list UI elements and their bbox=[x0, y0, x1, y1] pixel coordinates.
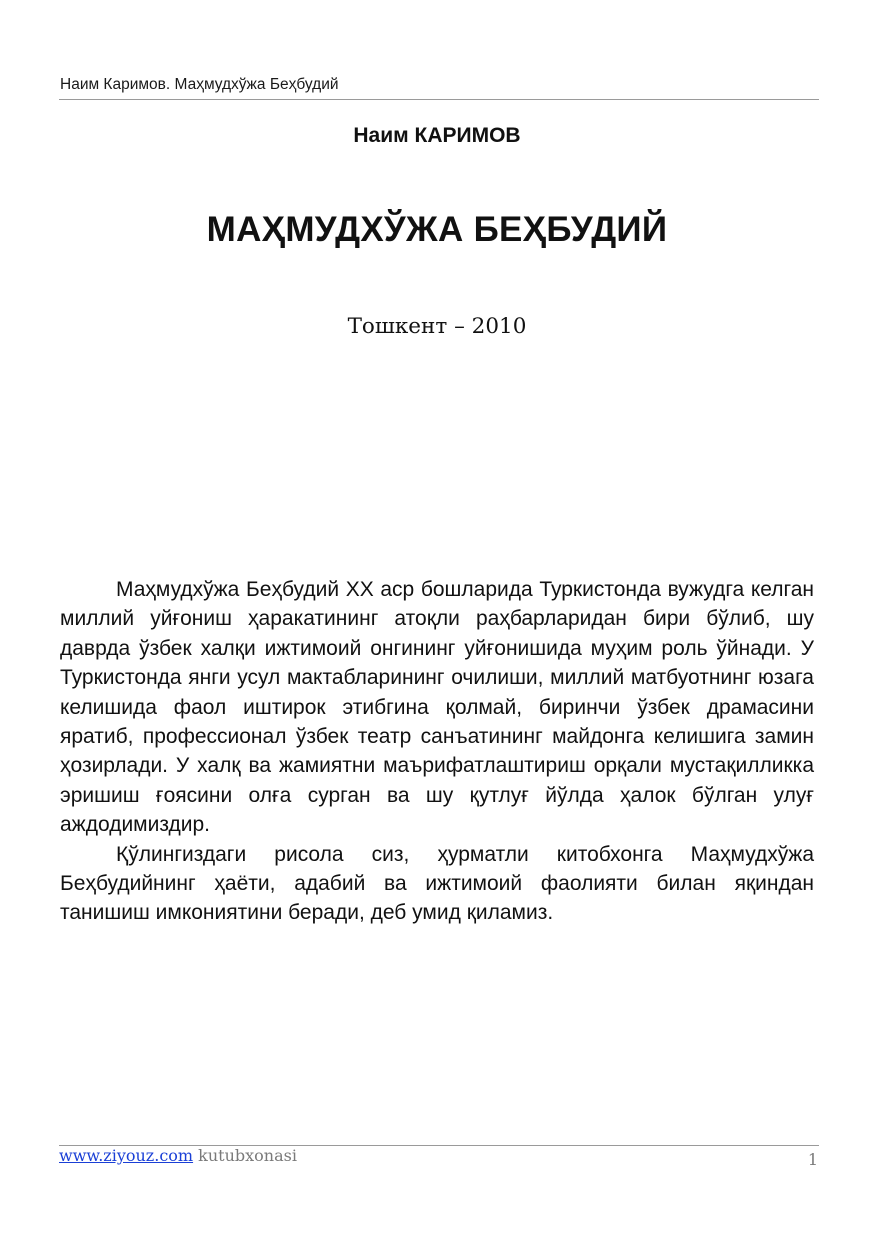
abstract-paragraph: Қўлингиздаги рисола сиз, ҳурматли китобхонга Маҳмудхўжа Беҳбудийнинг ҳаёти, адабий ва ижтимоий фаолияти билан яқиндан танишиш имкониятини беради, деб умид қиламиз. bbox=[60, 842, 814, 925]
author-name: Наим КАРИМОВ bbox=[353, 124, 521, 147]
footer-suffix: kutubxonasi bbox=[198, 1146, 297, 1165]
footer-source bbox=[59, 1146, 297, 1165]
page-number: 1 bbox=[807, 1150, 818, 1169]
place-year: Тошкент – 2010 bbox=[347, 314, 527, 339]
header-divider bbox=[59, 99, 819, 100]
site-link[interactable]: www.ziyouz.com bbox=[59, 1146, 194, 1165]
abstract-paragraph: Маҳмудхўжа Беҳбудий XX аср бошларида Туркистонда вужудга келган миллий уйғониш ҳаракатининг атоқли раҳбарларидан бири бўлиб, шу даврда ўзбек халқи ижтимоий онгининг уйғонишида муҳим роль ўйнади. У Туркистонда янги усул мактабларининг очилиши, миллий матбуотнинг юзага келишида фаол иштирок этибгина қолмай, биринчи ўзбек драмасини яратиб, профессионал ўзбек театр санъатининг майдонга келишига замин ҳозирлади. У халқ ва жамиятни маърифатлаштириш орқали мустақилликка эришиш ғоясини олға сурган ва шу қутлуғ йўлда ҳалок бўлган улуғ аждодимиздир. bbox=[60, 578, 814, 837]
abstract bbox=[60, 575, 814, 928]
running-header: Наим Каримов. Маҳмудхўжа Беҳбудий bbox=[60, 76, 339, 93]
book-title: МАҲМУДХЎЖА БЕҲБУДИЙ bbox=[206, 210, 668, 249]
